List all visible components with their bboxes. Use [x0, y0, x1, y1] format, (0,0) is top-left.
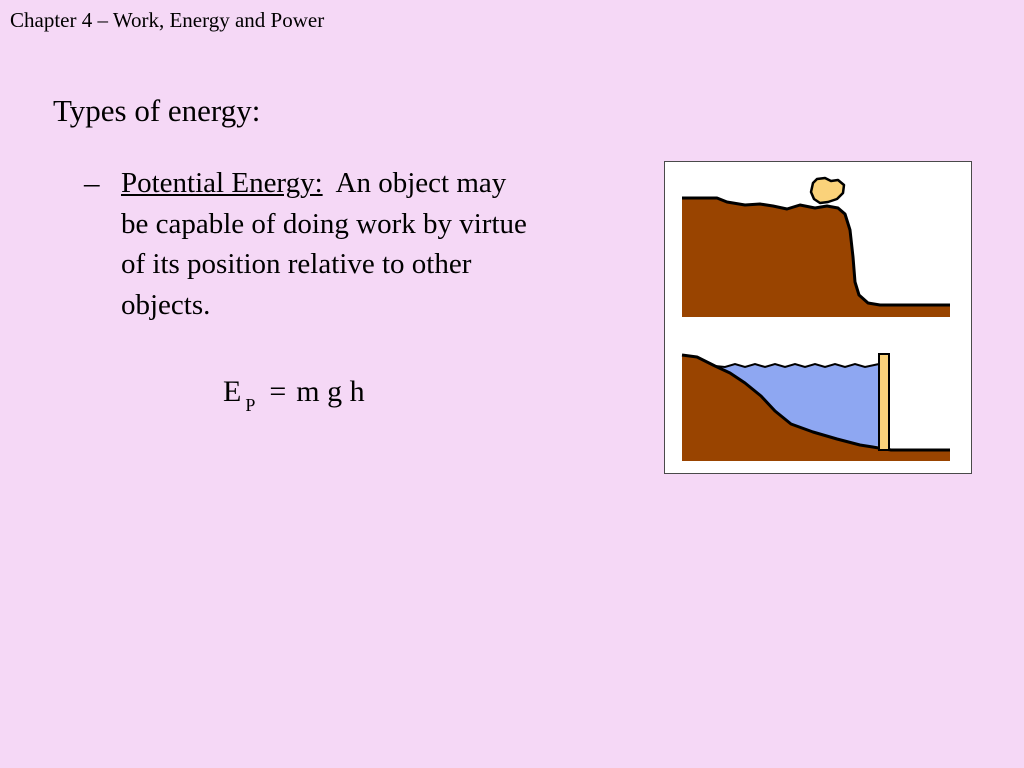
rock-on-cliff-illustration	[682, 178, 950, 317]
bullet-marker: –	[84, 165, 100, 200]
dam-wall-icon	[879, 354, 889, 450]
dam-reservoir-illustration	[682, 354, 950, 461]
formula-lhs: E	[223, 375, 242, 408]
formula-rhs: m g h	[296, 375, 365, 408]
potential-energy-figure	[664, 161, 972, 474]
potential-energy-formula	[223, 375, 365, 415]
figure-illustrations	[665, 162, 971, 473]
bullet-term: Potential Energy:	[121, 167, 323, 199]
bullet-text	[121, 163, 621, 325]
rock-icon	[811, 178, 844, 203]
bullet-line-3: of its position relative to other	[121, 248, 472, 280]
formula-subscript: P	[245, 395, 256, 415]
cliff-earth-shape	[682, 198, 950, 317]
bullet-line-1-rest: An object may	[335, 167, 507, 199]
formula-equals: =	[269, 375, 287, 408]
bullet-line-4: objects.	[121, 288, 211, 321]
bullet-line-2: be capable of doing work by virtue	[121, 207, 527, 240]
chapter-header: Chapter 4 – Work, Energy and Power	[10, 8, 325, 32]
bullet-line-1	[121, 163, 621, 204]
slide-heading: Types of energy:	[53, 93, 261, 128]
